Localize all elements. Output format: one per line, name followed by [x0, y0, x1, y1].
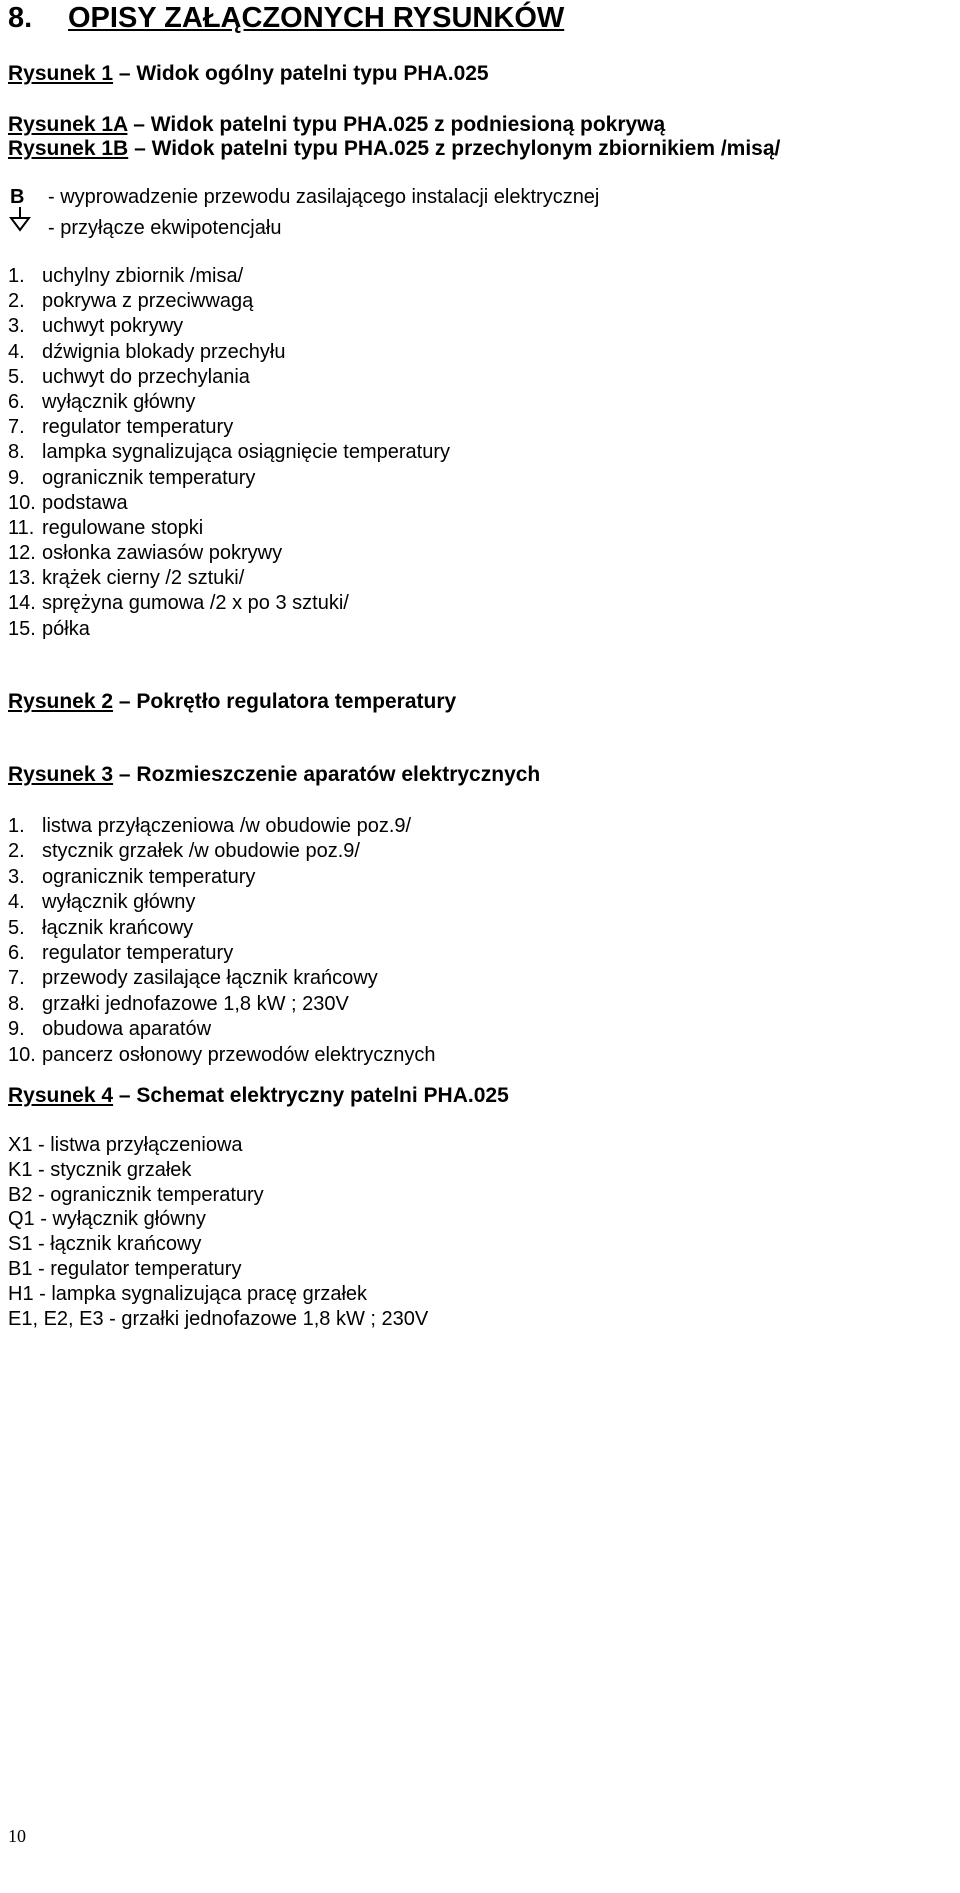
cable-entry-symbol: B — [10, 186, 25, 208]
figure-2-text: – Pokrętło regulatora temperatury — [118, 690, 457, 713]
ground-description: - przyłącze ekwipotencjału — [48, 217, 282, 239]
list-item: 8. lampka sygnalizująca osiągnięcie temperatury — [8, 441, 450, 464]
figure-4-legend-list — [8, 1133, 428, 1331]
figure-4-label: Rysunek 4 — [8, 1084, 114, 1107]
figure-3-caption — [8, 763, 540, 787]
list-item: 2. stycznik grzałek /w obudowie poz.9/ — [8, 840, 360, 863]
list-item: 4. wyłącznik główny — [8, 891, 196, 914]
list-item: Q1 - wyłącznik główny — [8, 1208, 206, 1231]
equipotential-ground-icon — [9, 206, 31, 237]
list-item: H1 - lampka sygnalizująca pracę grzałek — [8, 1282, 368, 1305]
list-item: 10. pancerz osłonowy przewodów elektrycznych — [8, 1043, 436, 1066]
figure-1b-label: Rysunek 1B — [8, 137, 129, 160]
figure-3-label: Rysunek 3 — [8, 763, 114, 786]
list-item: 7. regulator temperatury — [8, 416, 234, 439]
list-item: 6. wyłącznik główny — [8, 390, 196, 413]
list-item: 14. sprężyna gumowa /2 x po 3 sztuki/ — [8, 592, 349, 615]
figure-3-text: – Rozmieszczenie aparatów elektrycznych — [118, 763, 541, 786]
figure-4-caption — [8, 1084, 509, 1108]
figure-1a-text: – Widok patelni typu PHA.025 z podniesioną pokrywą — [133, 113, 666, 136]
list-item: 10. podstawa — [8, 491, 128, 514]
list-item: 9. obudowa aparatów — [8, 1018, 212, 1041]
figure-1a-caption — [8, 113, 665, 137]
list-item: 2. pokrywa z przeciwwagą — [8, 290, 254, 313]
figure-1-caption — [8, 62, 489, 86]
list-item: 3. uchwyt pokrywy — [8, 315, 184, 338]
list-item: 9. ogranicznik temperatury — [8, 466, 256, 489]
figure-1b-caption — [8, 137, 780, 161]
section-number: 8. — [8, 2, 33, 34]
figure-3-parts-list — [8, 814, 436, 1068]
list-item: B2 - ogranicznik temperatury — [8, 1183, 264, 1206]
list-item: S1 - łącznik krańcowy — [8, 1233, 202, 1256]
figure-1-parts-list — [8, 264, 450, 642]
list-item: 11. regulowane stopki — [8, 516, 204, 539]
list-item: X1 - listwa przyłączeniowa — [8, 1134, 243, 1156]
list-item: K1 - stycznik grzałek — [8, 1158, 192, 1181]
figure-1-text: – Widok ogólny patelni typu PHA.025 — [118, 62, 489, 85]
list-item: E1, E2, E3 - grzałki jednofazowe 1,8 kW ; 230V — [8, 1307, 429, 1330]
figure-2-label: Rysunek 2 — [8, 690, 114, 713]
list-item: 12. osłonka zawiasów pokrywy — [8, 542, 283, 565]
figure-1-label: Rysunek 1 — [8, 62, 114, 85]
section-title: OPISY ZAŁĄCZONYCH RYSUNKÓW — [68, 2, 565, 34]
list-item: 15. półka — [8, 617, 90, 640]
list-item: 5. łącznik krańcowy — [8, 916, 194, 939]
list-item: 8. grzałki jednofazowe 1,8 kW ; 230V — [8, 992, 349, 1015]
list-item: 5. uchwyt do przechylania — [8, 365, 250, 388]
page-number: 10 — [8, 1826, 26, 1846]
cable-entry-description: - wyprowadzenie przewodu zasilającego instalacji elektrycznej — [48, 186, 600, 208]
list-item: 6. regulator temperatury — [8, 941, 234, 964]
list-item: 1. uchylny zbiornik /misa/ — [8, 265, 244, 287]
section-heading — [8, 2, 564, 35]
figure-1a-label: Rysunek 1A — [8, 113, 128, 136]
list-item: B1 - regulator temperatury — [8, 1257, 242, 1280]
list-item: 3. ogranicznik temperatury — [8, 865, 256, 888]
figure-2-caption — [8, 690, 456, 714]
figure-1b-text: – Widok patelni typu PHA.025 z przechylonym zbiornikiem /misą/ — [134, 137, 781, 160]
list-item: 7. przewody zasilające łącznik krańcowy — [8, 967, 378, 990]
figure-4-text: – Schemat elektryczny patelni PHA.025 — [118, 1084, 509, 1107]
list-item: 1. listwa przyłączeniowa /w obudowie poz.9/ — [8, 815, 412, 837]
list-item: 4. dźwignia blokady przechyłu — [8, 340, 286, 363]
list-item: 13. krążek cierny /2 sztuki/ — [8, 567, 245, 590]
